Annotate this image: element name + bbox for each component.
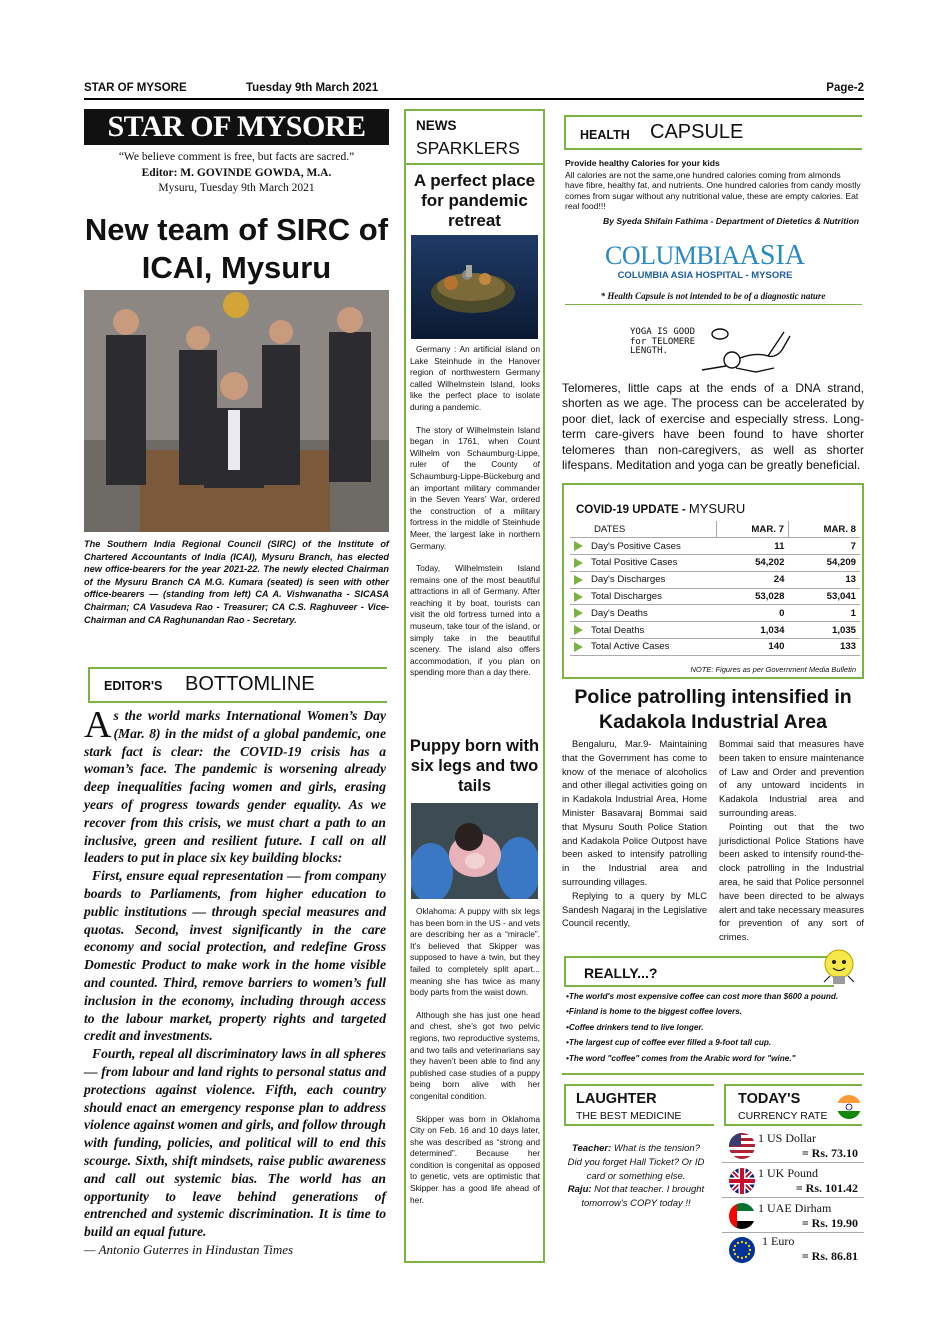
- arrow-icon: [574, 642, 583, 652]
- laughter-joke: [566, 1142, 706, 1211]
- top-paper-name: STAR OF MYSORE: [84, 82, 187, 94]
- covid-header: [576, 501, 745, 516]
- sparkler2-body: [410, 906, 540, 1206]
- row-mar8: 53,041: [788, 588, 860, 605]
- sparkler2-p3: Skipper was born in Oklahoma City on Feb. 16 and 10 days later, she was described as “strong and determined”. Because her condition is congenital as opposed to genetic, vets are optimistic that Skipper has a good life ahead of her.: [410, 1113, 540, 1205]
- list-item: • Coffee drinkers tend to live longer.: [566, 1020, 864, 1035]
- covid-header-row: [570, 521, 860, 538]
- row-mar7: 0: [716, 605, 788, 622]
- sparkler1-p2: The story of Wilhelmstein Island began in 1761, when Count Wilhelm von Schaumburg-Lippe, ruler of the County of Schaumburg-Lippe-Bückeburg and an important military commander in the Seven Years’ War, ordered the construction of a military fortress in the middle of Steinhude Meer, the largest lake in northern Germany.: [410, 424, 540, 551]
- sparklers-label-light: SPARKLERS: [416, 138, 520, 158]
- lightbulb-icon: [816, 946, 862, 994]
- top-bar: [84, 82, 864, 100]
- really-header: [564, 956, 834, 987]
- list-item: • Finland is home to the biggest coffee lovers.: [566, 1004, 864, 1019]
- logo-text-a: COLUMBIA: [604, 241, 740, 270]
- police-headline: Police patrolling intensified in Kadakola Industrial Area: [574, 686, 852, 733]
- india-flag-icon: [836, 1094, 862, 1120]
- list-item: • The largest cup of coffee ever filled a 9-foot tall cup.: [566, 1035, 864, 1050]
- health-disclaimer: * Health Capsule is not intended to be of a diagnostic nature: [600, 291, 826, 301]
- laughter-label-bold: LAUGHTER: [576, 1091, 657, 1107]
- dateline: Mysuru, Tuesday 9th March 2021: [158, 182, 315, 194]
- currency-name: 1 UK Pound: [758, 1166, 819, 1180]
- row-label: Total Discharges: [591, 591, 662, 603]
- covid-table: [570, 521, 860, 656]
- list-item: [722, 1199, 864, 1233]
- table-row: [570, 605, 860, 622]
- arrow-icon: [574, 541, 583, 551]
- row-label: Total Positive Cases: [591, 557, 678, 569]
- cartoon-text: YOGA IS GOOD for TELOMERE LENGTH.: [630, 327, 696, 356]
- uae-flag-icon: [728, 1202, 756, 1230]
- really-label: REALLY...?: [584, 965, 658, 981]
- table-row: [570, 555, 860, 572]
- page-number: Page-2: [826, 82, 864, 94]
- col-mar8: MAR. 8: [788, 521, 860, 538]
- editorial-body: [84, 704, 386, 1259]
- row-mar7: 1,034: [716, 622, 788, 639]
- joke-line-1: What is the tension? Did you forget Hall Ticket? Or ID card or something else.: [567, 1143, 705, 1182]
- lead-photo: [84, 290, 389, 532]
- col-dates: DATES: [570, 521, 716, 538]
- list-item: [722, 1164, 864, 1198]
- sparkler2-p1: Oklahoma: A puppy with six legs has been born in the US - and vets are describing her as a “miracle”. It’s believed that Skipper was supposed to have a twin, but they failed to completely split apart... meaning she has twice as many body parts from the waist down.: [410, 906, 540, 998]
- police-p1: Bengaluru, Mar.9- Maintaining that the Government has come to know of the menace of alcoholics and other illegal activities going on in Kadakola Industrial Area, Home Minister Basavaraj Bommai said that Mysuru South Police Station and Kadakola Police Outpost have been asked to intensify patrolling in the Industrial area and surrounding villages.: [562, 739, 707, 887]
- sparkler1-p1: Germany : An artificial island on Lake Steinhude in the Hanover region of northwestern Germany called Wilhelmstein Island, looks like the perfect place to isolate during a pandemic.: [410, 344, 540, 412]
- police-col1: [562, 738, 707, 931]
- currency-rate: = Rs. 73.10: [801, 1146, 858, 1160]
- editorial-p1: s the world marks International Women’s Day (Mar. 8) in the midst of a global pandemic, one stark fact is clear: the COVID-19 crisis has a woman’s face. The pandemic is worsening already deep inequalities facing women and girls, erasing years of progress towards gender equality. As we recover from this crisis, we must chart a path to an inclusive, green and resilient future. I call on all leaders to put in place six key building blocks:: [84, 708, 386, 866]
- currency-label-bold: TODAY'S: [738, 1091, 801, 1107]
- sparklers-label-bold: NEWS: [416, 118, 457, 133]
- top-date: Tuesday 9th March 2021: [246, 82, 379, 94]
- lead-caption: The Southern India Regional Council (SIRC) of the Institute of Chartered Accountants of India (ICAI), Mysuru Branch, has elected new office-bearers for the year 2021-22. The newly elected Chairman of the Mysuru Branch CA M.G. Kumara (seated) is seen with other office-bearers — (standing from left) CA A. Vishwanatha - SICASA Chairman; CA Vasudeva Rao - Treasurer; CA C.S. Raghuveer - Vice-Chairman and CA Raghunandan Rao - Secretary.: [84, 539, 389, 625]
- health-body: [565, 158, 861, 227]
- currency-list: [722, 1129, 864, 1263]
- yoga-body: Telomeres, little caps at the ends of a DNA strand, shorten as we age. The process can be accelerated by poor diet, lack of exercise and especially stress. Long-term care-givers have been found to have shorter telomeres than non-caregivers, as well as shorter lifespans. Meditation and yoga can be greatly beneficial.: [562, 381, 864, 473]
- list-item: • The word "coffee" comes from the Arabic word for "wine.": [566, 1051, 864, 1066]
- arrow-icon: [574, 575, 583, 585]
- joke-speaker-1: Teacher:: [572, 1143, 612, 1154]
- sparkler1-body: [410, 344, 540, 679]
- row-mar7: 11: [716, 538, 788, 555]
- table-row: [570, 538, 860, 555]
- health-text: All calories are not the same,one hundred calories coming from almonds have fibre, healthy fat, and nutrients. One hundred calories from candy mostly comes from sugar without any nutritional value, these are empty calories. Eat real food!!!: [565, 169, 861, 212]
- row-mar8: 13: [788, 571, 860, 588]
- list-item: • The world's most expensive coffee can cost more than $600 a pound.: [566, 989, 864, 1004]
- sparklers-header: [404, 109, 545, 165]
- sparkler1-p3: Today, Wilhelmstein Island remains one of the most beautiful attractions in all of Germany. After reaching it by boat, tourists can visit the old fortress turned into a museum, take tour of the island, or simply take in the beautiful scenery. The island also offers accommodation, if you plan on spending more than a day there.: [410, 563, 540, 678]
- sparkler2-p2: Although she has just one head and chest, she’s got two pelvic regions, two reproductive systems, and two tails and veterinarians say they haven’t been able to find any published case studies of a puppy being born alive with her congenital condition.: [410, 1009, 540, 1101]
- masthead: STAR OF MYSORE: [84, 109, 389, 145]
- covid-note: NOTE: Figures as per Government Media Bulletin: [690, 665, 856, 674]
- row-mar8: 1,035: [788, 622, 860, 639]
- currency-rate: = Rs. 101.42: [795, 1181, 858, 1195]
- really-divider: [562, 1073, 864, 1075]
- us-flag-icon: [728, 1132, 756, 1160]
- editorial-byline: — Antonio Guterres in Hindustan Times: [84, 1241, 294, 1257]
- police-p3: Bommai said that measures have been taken to ensure maintenance of Law and Order and prevention of any untoward incidents in Kadakola Industrial area and surrounding areas.: [719, 739, 864, 818]
- joke-line-2: Not that teacher. I brought tomorrow's COPY today !!: [581, 1184, 705, 1210]
- row-mar7: 140: [716, 639, 788, 656]
- editorial-p2: First, ensure equal representation — from company boards to Parliaments, from higher education to public institutions — through special measures and quotas. Second, invest significantly in the care economy and social protection, and redefine Gross Domestic Product to make work in the home visible and counted. Third, remove barriers to women’s full inclusion in the economy, including through access to the labour market, property rights and targeted credit and investments.: [84, 868, 386, 1044]
- really-list: [566, 989, 864, 1066]
- row-label: Total Deaths: [591, 624, 645, 636]
- island-photo: [411, 235, 538, 339]
- police-p2: Replying to a query by MLC Sandesh Nagaraj in the Legislative Council recently,: [562, 890, 707, 929]
- health-header: [564, 115, 862, 150]
- joke-speaker-2: Raju:: [567, 1184, 592, 1196]
- hospital-name: COLUMBIA ASIA HOSPITAL - MYSORE: [617, 270, 793, 281]
- police-col2: [719, 738, 864, 945]
- table-row: [570, 639, 860, 656]
- motto: “We believe comment is free, but facts are sacred.”: [118, 151, 355, 163]
- sparkler1-headline: A perfect place for pandemic retreat: [413, 171, 536, 230]
- yoga-cartoon: [626, 322, 794, 376]
- currency-name: 1 US Dollar: [758, 1131, 816, 1145]
- editorial-label-bold: EDITOR'S: [104, 679, 163, 693]
- row-label: Total Active Cases: [591, 641, 670, 653]
- covid-box: [562, 483, 864, 679]
- arrow-icon: [574, 608, 583, 618]
- editorial-p3: Fourth, repeal all discriminatory laws in all spheres — from labour and land rights to personal status and protections against violence. Fifth, each country should enact an emergency response plan to address violence against women and girls, and follow through with funding, policies, and political will to end this scourge. Sixth, shift mindsets, raise public awareness and call out systemic bias. The world has an opportunity to leave behind generations of entrenched and systemic discrimination. It is time to build an equal future.: [84, 1046, 386, 1240]
- logo-text-b: ASIA: [739, 240, 805, 271]
- currency-name: 1 Euro: [762, 1234, 795, 1248]
- sparkler2-headline: Puppy born with six legs and two tails: [409, 737, 540, 795]
- arrow-icon: [574, 592, 583, 602]
- row-mar8: 1: [788, 605, 860, 622]
- row-label: Day's Deaths: [591, 607, 648, 619]
- editorial-label-light: BOTTOMLINE: [185, 673, 315, 695]
- list-item: [722, 1234, 864, 1268]
- health-title: Provide healthy Calories for your kids: [565, 158, 720, 168]
- health-label-bold: HEALTH: [580, 128, 630, 142]
- row-mar7: 54,202: [716, 555, 788, 572]
- row-label: Day's Discharges: [591, 574, 666, 586]
- col-mar7: MAR. 7: [716, 521, 788, 538]
- arrow-icon: [574, 558, 583, 568]
- covid-label-light: MYSURU: [688, 501, 746, 516]
- row-mar7: 53,028: [716, 588, 788, 605]
- editorial-header: [88, 667, 387, 703]
- row-mar8: 133: [788, 639, 860, 656]
- police-p4: Pointing out that the two jurisdictional Police Stations have been asked to intensify round-the-clock patrolling in the Industrial area, he said that Police personnel have been directed to be always alert and take necessary measures for prevention of any sort of crimes.: [719, 821, 864, 943]
- health-author: By Syeda Shifain Fathima - Department of Dietetics & Nutrition: [603, 215, 859, 226]
- currency-rate: = Rs. 19.90: [801, 1216, 858, 1230]
- uk-flag-icon: [728, 1167, 756, 1195]
- laughter-header: [564, 1084, 714, 1126]
- laughter-label-light: THE BEST MEDICINE: [576, 1110, 682, 1122]
- table-row: [570, 588, 860, 605]
- row-mar7: 24: [716, 571, 788, 588]
- arrow-icon: [574, 625, 583, 635]
- health-label-light: CAPSULE: [650, 121, 744, 143]
- lead-headline: New team of SIRC of ICAI, Mysuru: [84, 212, 389, 285]
- dropcap: A: [84, 704, 112, 746]
- currency-label-light: CURRENCY RATE: [738, 1110, 828, 1122]
- health-divider: [565, 304, 862, 305]
- table-row: [570, 571, 860, 588]
- currency-name: 1 UAE Dirham: [758, 1201, 832, 1215]
- table-row: [570, 622, 860, 639]
- editor-line: Editor: M. GOVINDE GOWDA, M.A.: [141, 166, 332, 179]
- row-mar8: 7: [788, 538, 860, 555]
- row-mar8: 54,209: [788, 555, 860, 572]
- puppy-photo: [411, 803, 538, 899]
- row-label: Day's Positive Cases: [591, 540, 681, 552]
- covid-label-bold: COVID-19 UPDATE -: [576, 504, 686, 516]
- list-item: [722, 1129, 864, 1163]
- masthead-info: [84, 150, 389, 197]
- columbia-logo: [565, 240, 845, 281]
- currency-rate: = Rs. 86.81: [801, 1249, 858, 1263]
- eu-flag-icon: [728, 1236, 756, 1264]
